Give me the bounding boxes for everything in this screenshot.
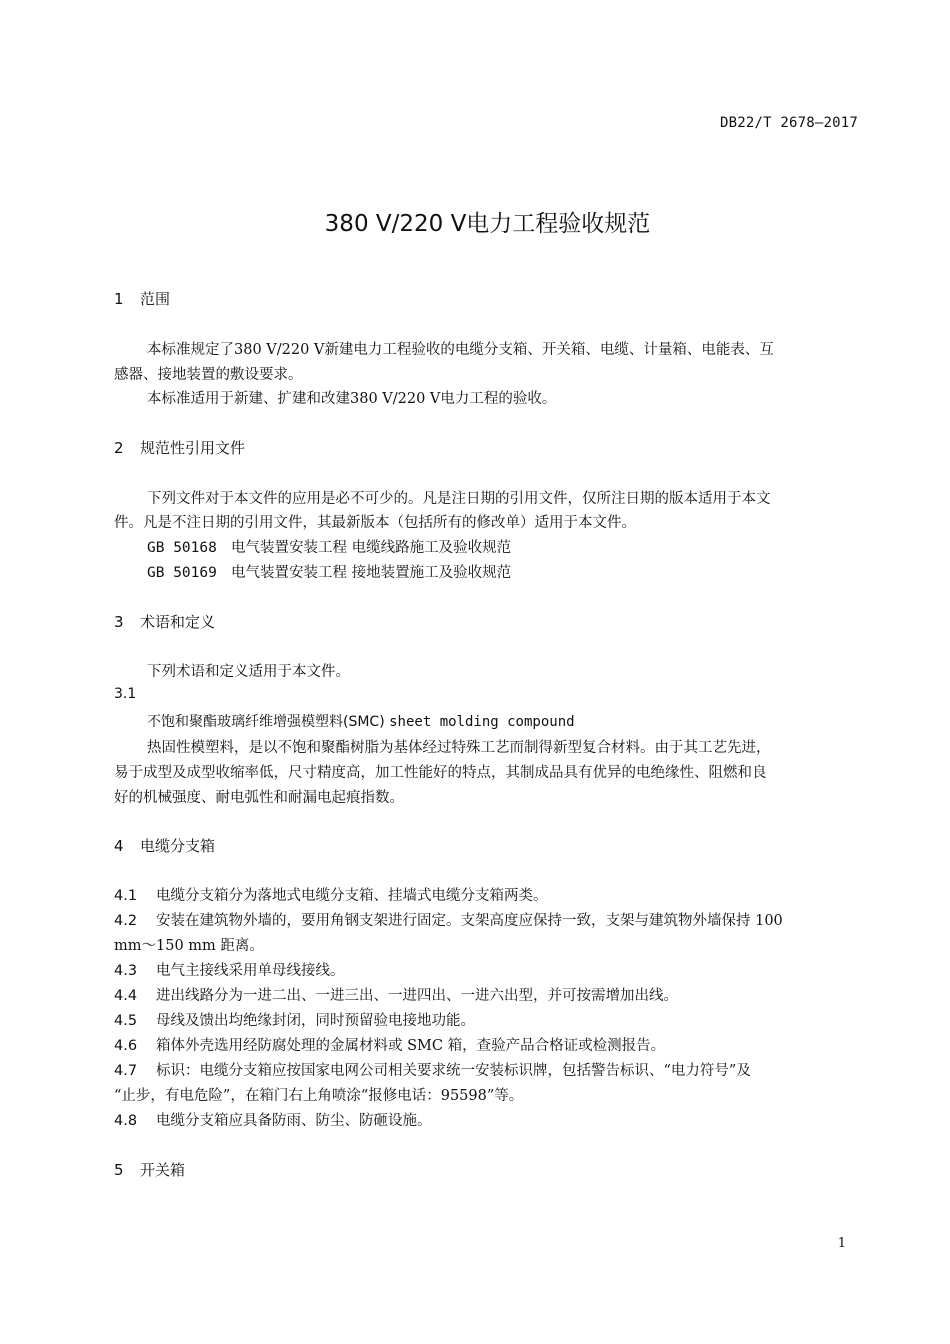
clause-number: 4.5 [114, 1013, 138, 1029]
clause-text: 箱体外壳选用经防腐处理的金属材料或 SMC 箱，查验产品合格证或检测报告。 [156, 1038, 666, 1054]
section-title: 范围 [140, 290, 171, 308]
term-name-english: sheet molding compound [389, 714, 575, 730]
clause-4-1 [114, 884, 548, 905]
reference-item [147, 536, 511, 557]
section-title: 电缆分支箱 [140, 837, 216, 855]
term-number: 3.1 [114, 686, 137, 702]
clause-number: 4.6 [114, 1038, 138, 1054]
section-2-paragraph-line-2: 件。凡是不注日期的引用文件，其最新版本（包括所有的修改单）适用于本文件。 [114, 515, 636, 531]
reference-code: GB 50169 [147, 565, 217, 581]
clause-text: 母线及馈出均绝缘封闭，同时预留验电接地功能。 [156, 1013, 475, 1029]
clause-4-6 [114, 1034, 665, 1055]
clause-4-4 [114, 984, 678, 1005]
section-3-intro: 下列术语和定义适用于本文件。 [147, 664, 350, 680]
term-name [147, 711, 575, 731]
section-title: 规范性引用文件 [140, 439, 246, 457]
section-1-paragraph-1-line-1: 本标准规定了380 V/220 V新建电力工程验收的电缆分支箱、开关箱、电缆、计量箱、电能表、互 [147, 342, 774, 358]
clause-4-7-continuation: “止步，有电危险”，在箱门右上角喷涂“报修电话：95598”等。 [114, 1088, 524, 1104]
page-number: 1 [837, 1236, 846, 1251]
section-number: 2 [114, 439, 124, 457]
clause-text: 电缆分支箱分为落地式电缆分支箱、挂墙式电缆分支箱两类。 [156, 888, 548, 904]
section-3-heading [114, 611, 215, 632]
section-number: 1 [114, 290, 124, 308]
clause-number: 4.8 [114, 1113, 138, 1129]
clause-number: 4.3 [114, 963, 138, 979]
reference-title: 电气装置安装工程 电缆线路施工及验收规范 [231, 540, 512, 556]
section-title: 开关箱 [140, 1161, 186, 1179]
standard-code: DB22/T 2678—2017 [719, 115, 858, 131]
section-1-heading [114, 288, 170, 309]
clause-4-2-continuation: mm～150 mm 距离。 [114, 938, 264, 954]
term-name-chinese: 不饱和聚酯玻璃纤维增强模塑料(SMC) [147, 714, 385, 730]
section-2-heading [114, 437, 245, 458]
clause-4-3 [114, 959, 345, 980]
reference-code: GB 50168 [147, 540, 217, 556]
section-title: 术语和定义 [140, 613, 216, 631]
reference-title: 电气装置安装工程 接地装置施工及验收规范 [231, 565, 512, 581]
reference-item [147, 561, 511, 582]
clause-number: 4.4 [114, 988, 138, 1004]
section-number: 4 [114, 837, 124, 855]
clause-text: 安装在建筑物外墙的，要用角钢支架进行固定。支架高度应保持一致，支架与建筑物外墙保持 100 [156, 913, 783, 929]
term-definition-line-1: 热固性模塑料，是以不饱和聚酯树脂为基体经过特殊工艺而制得新型复合材料。由于其工艺先进， [147, 740, 771, 756]
term-definition-line-3: 好的机械强度、耐电弧性和耐漏电起痕指数。 [114, 790, 404, 806]
clause-number: 4.1 [114, 888, 138, 904]
section-4-heading [114, 835, 215, 856]
section-1-paragraph-1-line-2: 感器、接地装置的敷设要求。 [114, 367, 303, 383]
clause-text: 进出线路分为一进二出、一进三出、一进四出、一进六出型，并可按需增加出线。 [156, 988, 678, 1004]
clause-text: 电气主接线采用单母线接线。 [156, 963, 345, 979]
clause-4-8 [114, 1109, 432, 1130]
section-2-paragraph-line-1: 下列文件对于本文件的应用是必不可少的。凡是注日期的引用文件，仅所注日期的版本适用于本文 [147, 491, 771, 507]
clause-4-2 [114, 909, 783, 930]
section-5-heading [114, 1159, 185, 1180]
clause-text: 标识：电缆分支箱应按国家电网公司相关要求统一安装标识牌，包括警告标识、“电力符号”及 [156, 1063, 751, 1079]
section-1-paragraph-2: 本标准适用于新建、扩建和改建380 V/220 V电力工程的验收。 [147, 391, 557, 407]
clause-number: 4.7 [114, 1063, 138, 1079]
section-number: 5 [114, 1161, 124, 1179]
clause-4-5 [114, 1009, 475, 1030]
clause-text: 电缆分支箱应具备防雨、防尘、防砸设施。 [156, 1113, 432, 1129]
section-number: 3 [114, 613, 124, 631]
clause-number: 4.2 [114, 913, 138, 929]
document-title: 380 V/220 V电力工程验收规范 [324, 211, 651, 237]
term-definition-line-2: 易于成型及成型收缩率低，尺寸精度高，加工性能好的特点，其制成品具有优异的电绝缘性、阻燃和良 [114, 765, 767, 781]
clause-4-7 [114, 1059, 751, 1080]
